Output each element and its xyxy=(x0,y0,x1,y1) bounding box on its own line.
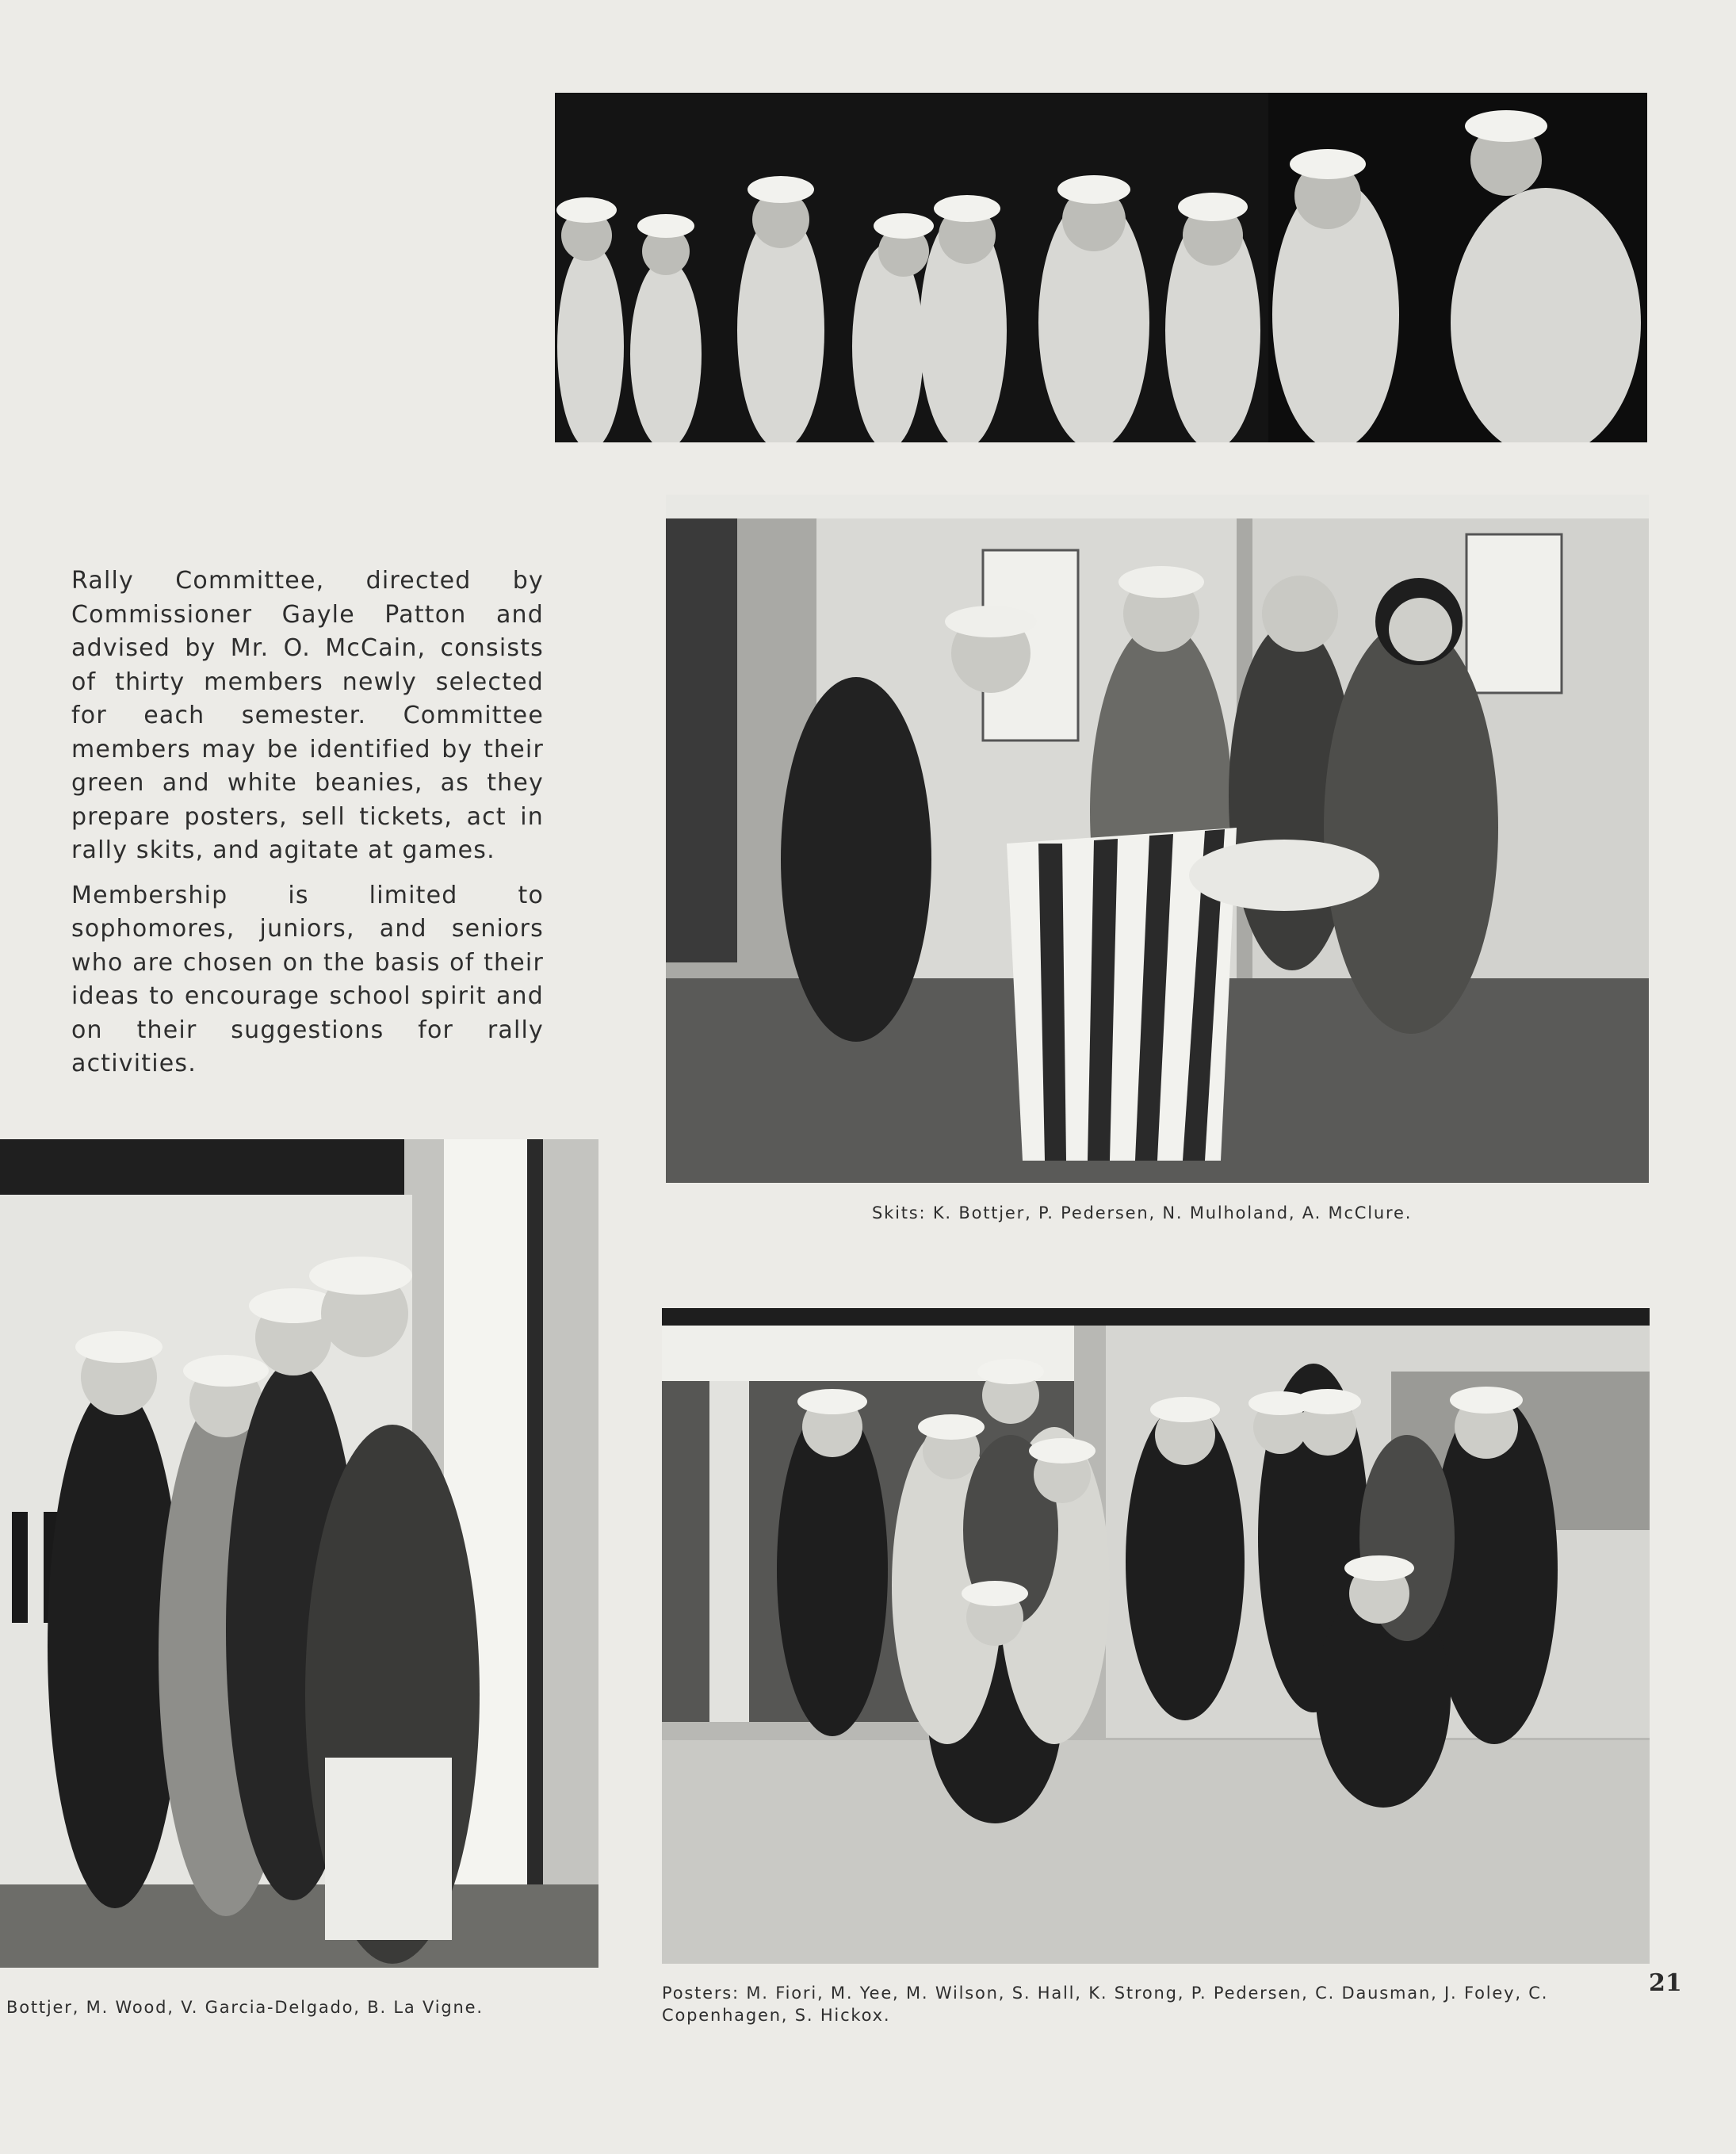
photo-beanie-lineup xyxy=(555,93,1647,442)
caption-boys: Bottjer, M. Wood, V. Garcia-Delgado, B. La Vigne. xyxy=(6,1998,484,2017)
caption-posters: Posters: M. Fiori, M. Yee, M. Wilson, S. Hall, K. Strong, P. Pedersen, C. Dausman, J. Foley, C. Copenhagen, S. Hickox. xyxy=(662,1984,1549,2025)
photo-boys-beanies xyxy=(0,1139,598,1968)
article-paragraph: Rally Committee, directed by Commissioner Gayle Patton and advised by Mr. O. McCain, consists of thirty members newly selected for each semester. Committee members may be identified by their green and white beanies, as they prepare posters, sell tickets, act in rally skits, and agitate at games. xyxy=(71,567,544,864)
photo-skit-barrel xyxy=(666,495,1649,1183)
caption-skits: Skits: K. Bottjer, P. Pedersen, N. Mulholand, A. McClure. xyxy=(872,1203,1413,1222)
page-number: 21 xyxy=(1649,1969,1682,1997)
article-body xyxy=(71,564,544,1092)
photo-posters-group xyxy=(662,1308,1650,1964)
article-paragraph: Membership is limited to sophomores, juniors, and seniors who are chosen on the basis of their ideas to encourage school spirit and on their suggestions for rally activities. xyxy=(71,881,544,1077)
